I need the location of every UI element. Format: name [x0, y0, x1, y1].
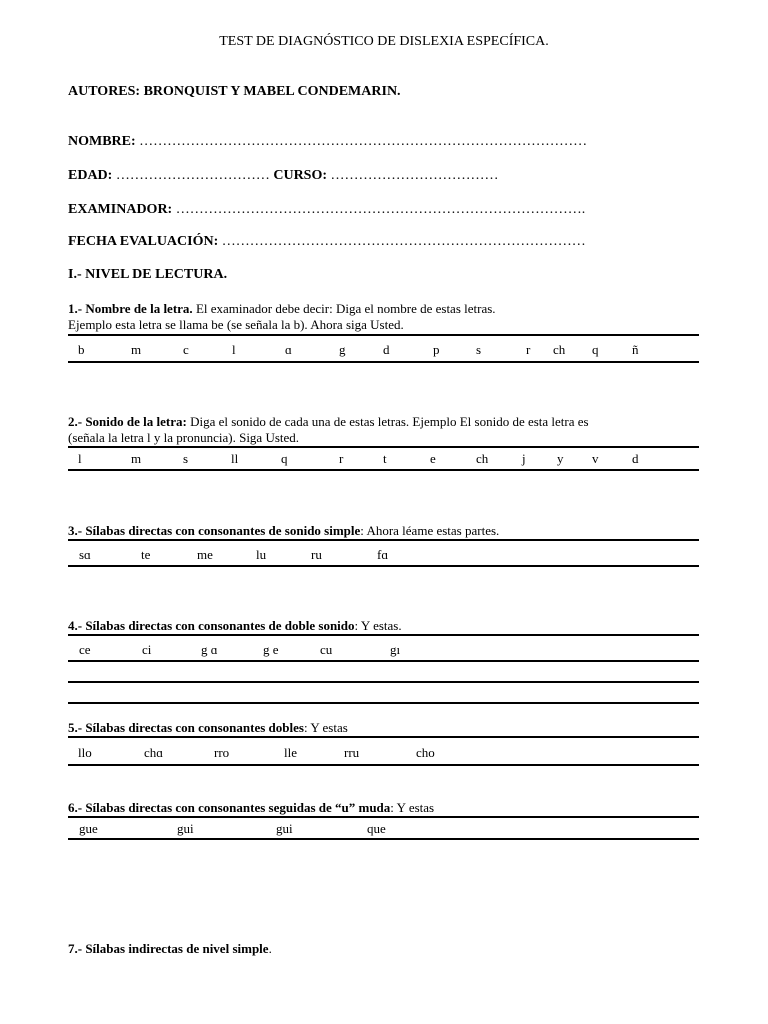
- date-label: FECHA EVALUACIÓN:: [68, 234, 219, 249]
- syllable-item: llo: [78, 745, 92, 760]
- syllable-item: sɑ: [79, 547, 91, 562]
- section-3-heading: 3.- Sílabas directas con consonantes de sonido simple: [68, 523, 361, 538]
- section-5-text: : Y estas: [303, 720, 348, 735]
- section-5-heading: 5.- Sílabas directas con consonantes dobles: [68, 720, 304, 735]
- section-4-instruction: [68, 618, 402, 634]
- syllable-item: que: [367, 821, 386, 836]
- syllable-item: gı: [390, 642, 401, 657]
- letter-item: m: [131, 342, 142, 357]
- level-heading: I.- NIVEL DE LECTURA.: [68, 267, 228, 282]
- syllable-item: ru: [311, 547, 322, 562]
- letter-item: v: [592, 451, 599, 466]
- section-5-instruction: [68, 720, 348, 736]
- letter-item: ch: [553, 342, 566, 357]
- name-field: [68, 134, 587, 150]
- section-2-instruction: [68, 414, 589, 446]
- syllable-item: ce: [79, 642, 91, 657]
- letter-item: p: [433, 342, 440, 357]
- age-label: EDAD:: [68, 168, 113, 183]
- section-3-text: : Ahora léame estas partes.: [360, 523, 500, 538]
- date-field: [68, 234, 586, 250]
- letter-item: r: [526, 342, 531, 357]
- syllable-item: lle: [284, 745, 297, 760]
- syllable-item: ci: [142, 642, 152, 657]
- letter-item: ch: [476, 451, 489, 466]
- letter-item: ll: [231, 451, 239, 466]
- letter-item: b: [78, 342, 85, 357]
- course-blank: ………………………………: [330, 168, 499, 183]
- letter-item: y: [557, 451, 564, 466]
- letter-item: e: [430, 451, 436, 466]
- letter-item: q: [281, 451, 288, 466]
- section-7-instruction: [68, 941, 272, 957]
- section-4-rule-2: [68, 660, 699, 662]
- syllable-item: chɑ: [144, 745, 164, 760]
- letter-item: s: [183, 451, 189, 466]
- section-5-top-rule: [68, 736, 699, 738]
- letter-item: t: [383, 451, 387, 466]
- letter-item: j: [522, 451, 526, 466]
- course-label: CURSO:: [273, 168, 328, 183]
- section-7-text: .: [268, 941, 272, 956]
- section-4-rule-3: [68, 681, 699, 683]
- syllable-item: me: [197, 547, 213, 562]
- section-2-line2: (señala la letra l y la pronuncia). Siga Usted.: [68, 430, 300, 445]
- letter-item: r: [339, 451, 344, 466]
- letter-item: c: [183, 342, 189, 357]
- section-1-top-rule: [68, 334, 699, 336]
- syllable-item: lu: [256, 547, 267, 562]
- syllable-item: gue: [79, 821, 98, 836]
- section-1-heading: 1.- Nombre de la letra.: [68, 301, 193, 316]
- document-title: TEST DE DIAGNÓSTICO DE DISLEXIA ESPECÍFICA.: [219, 34, 549, 49]
- letter-item: m: [131, 451, 142, 466]
- examiner-field: [68, 202, 585, 218]
- section-4-rule-1: [68, 634, 699, 636]
- section-1-bottom-rule: [68, 361, 699, 363]
- authors-line: AUTORES: BRONQUIST Y MABEL CONDEMARIN.: [68, 84, 401, 99]
- syllable-item: rro: [214, 745, 230, 760]
- date-blank: ……………………………………………………………………: [221, 234, 586, 249]
- letter-item: d: [632, 451, 639, 466]
- letter-item: l: [232, 342, 236, 357]
- letter-item: q: [592, 342, 599, 357]
- section-3-top-rule: [68, 539, 699, 541]
- section-2-heading: 2.- Sonido de la letra:: [68, 414, 187, 429]
- name-label: NOMBRE:: [68, 134, 136, 149]
- section-5-bottom-rule: [68, 764, 699, 766]
- letter-item: g: [339, 342, 346, 357]
- syllable-item: g e: [263, 642, 279, 657]
- section-4-heading: 4.- Sílabas directas con consonantes de doble sonido: [68, 618, 355, 633]
- section-1-text: El examinador debe decir: Diga el nombre de estas letras.: [192, 301, 496, 316]
- section-3-instruction: [68, 523, 499, 539]
- syllable-item: fɑ: [377, 547, 389, 562]
- syllable-item: cho: [416, 745, 435, 760]
- syllable-item: g ɑ: [201, 642, 218, 657]
- syllable-item: gui: [177, 821, 194, 836]
- section-2-top-rule: [68, 446, 699, 448]
- syllable-item: cu: [320, 642, 333, 657]
- syllable-item: gui: [276, 821, 293, 836]
- examiner-blank: …………………………………………………………………………….: [175, 202, 586, 217]
- letter-item: ɑ: [285, 342, 292, 357]
- section-1-instruction: [68, 301, 496, 333]
- section-6-bottom-rule: [68, 838, 699, 840]
- section-4-rule-4: [68, 702, 699, 704]
- section-6-instruction: [68, 800, 434, 816]
- section-2-text: Diga el sonido de cada una de estas letras. Ejemplo El sonido de esta letra es: [186, 414, 589, 429]
- section-6-top-rule: [68, 816, 699, 818]
- section-7-heading: 7.- Sílabas indirectas de nivel simple: [68, 941, 269, 956]
- examiner-label: EXAMINADOR:: [68, 202, 173, 217]
- section-4-text: : Y estas.: [354, 618, 402, 633]
- letter-item: d: [383, 342, 390, 357]
- letter-item: l: [78, 451, 82, 466]
- syllable-item: rru: [344, 745, 360, 760]
- name-blank: ……………………………………………………………………………………: [139, 134, 588, 149]
- section-6-text: : Y estas: [390, 800, 435, 815]
- letter-item: ñ: [632, 342, 639, 357]
- syllable-item: te: [141, 547, 151, 562]
- section-6-heading: 6.- Sílabas directas con consonantes seguidas de “u” muda: [68, 800, 391, 815]
- section-3-bottom-rule: [68, 565, 699, 567]
- letter-item: s: [476, 342, 482, 357]
- section-2-bottom-rule: [68, 469, 699, 471]
- section-1-line2: Ejemplo esta letra se llama be (se señala la b). Ahora siga Usted.: [68, 317, 404, 332]
- age-course-field: [68, 168, 499, 184]
- age-blank: ……………………………: [115, 168, 270, 183]
